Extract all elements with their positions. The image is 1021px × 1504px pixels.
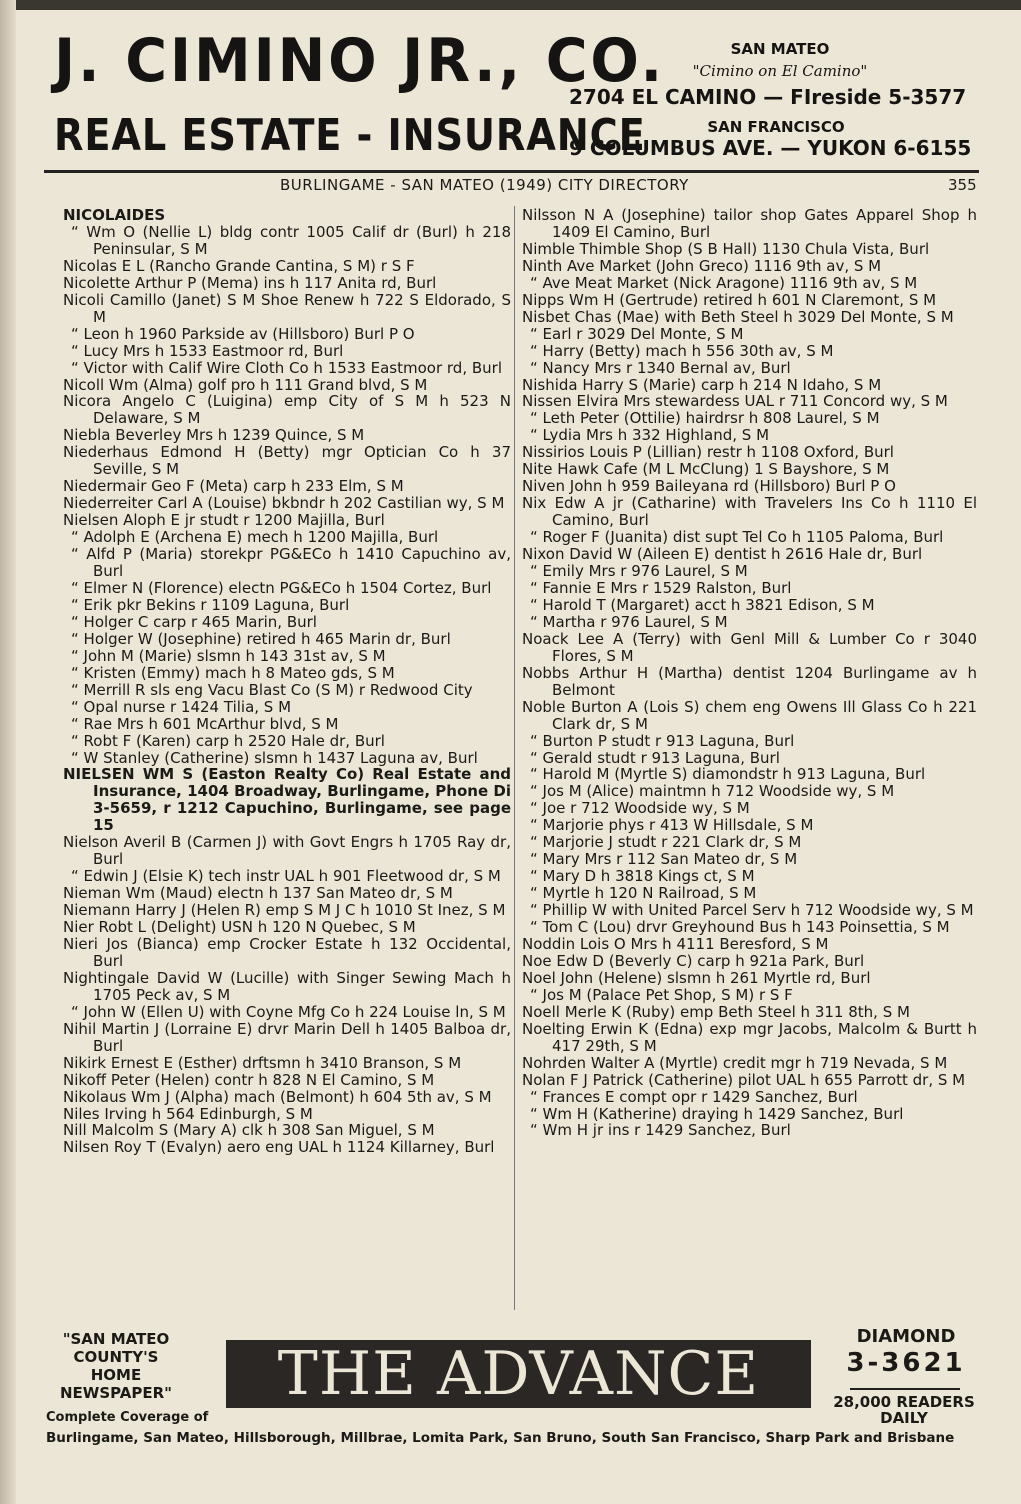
directory-column-right — [522, 207, 977, 1139]
directory-entry: “ Mary Mrs r 112 San Mateo dr, S M — [530, 850, 798, 869]
directory-entry: “ Nancy Mrs r 1340 Bernal av, Burl — [530, 358, 791, 377]
ad-slogan-line: NEWSPAPER" — [60, 1384, 172, 1402]
directory-entry: Nikoff Peter (Helen) contr h 828 N El Camino, S M — [63, 1070, 435, 1089]
directory-entry: Nightingale David W (Lucille) with Singer Sewing Mach h 1705 Peck av, S M — [63, 968, 511, 1004]
directory-entry: “ Merrill R sls eng Vacu Blast Co (S M) r Redwood City — [71, 680, 473, 699]
ad-company-name: J. CIMINO JR., CO. — [54, 26, 665, 96]
column-divider — [514, 206, 515, 1310]
directory-entry: “ Holger W (Josephine) retired h 465 Marin dr, Burl — [71, 629, 451, 648]
ad-phone-exchange: DIAMOND — [856, 1326, 956, 1347]
header-rule — [44, 170, 979, 173]
directory-entry: “ Ave Meat Market (Nick Aragone) 1116 9th av, S M — [530, 273, 918, 292]
ad-office1-city: SAN MATEO — [730, 40, 830, 58]
directory-entry: “ Burton P studt r 913 Laguna, Burl — [530, 731, 795, 750]
directory-entry: “ Wm O (Nellie L) bldg contr 1005 Calif dr (Burl) h 218 Peninsular, S M — [71, 222, 511, 258]
directory-entry: NIELSEN WM S (Easton Realty Co) Real Estate and Insurance, 1404 Broadway, Burlingame, Phone Di 3-5659, r 1212 Capuchino, Burlingame, see page 15 — [63, 765, 511, 835]
directory-entry: “ Earl r 3029 Del Monte, S M — [530, 324, 744, 343]
directory-entry: Nicora Angelo C (Luigina) emp City of S M h 523 N Delaware, S M — [63, 392, 511, 428]
directory-entry: Nohrden Walter A (Myrtle) credit mgr h 719 Nevada, S M — [522, 1053, 948, 1072]
directory-entry: Nixon David W (Aileen E) dentist h 2616 Hale dr, Burl — [522, 545, 923, 564]
newspaper-name: THE ADVANCE — [277, 1340, 760, 1408]
directory-entry: “ Frances E compt opr r 1429 Sanchez, Burl — [530, 1087, 858, 1106]
directory-entry: Noe Edw D (Beverly C) carp h 921a Park, Burl — [522, 951, 865, 970]
directory-entry: “ Leth Peter (Ottilie) hairdrsr h 808 Laurel, S M — [530, 409, 880, 428]
directory-entry: “ Rae Mrs h 601 McArthur blvd, S M — [71, 714, 339, 733]
directory-entry: “ Alfd P (Maria) storekpr PG&ECo h 1410 Capuchino av, Burl — [71, 545, 511, 581]
ad-slogan-line: HOME — [90, 1366, 142, 1384]
directory-entry: “ Adolph E (Archena E) mech h 1200 Majilla, Burl — [71, 528, 439, 547]
ad-slogan-line: "SAN MATEO — [62, 1330, 170, 1348]
directory-entry: Niedermair Geo F (Meta) carp h 233 Elm, S M — [63, 477, 404, 496]
ad-towns: Burlingame, San Mateo, Hillsborough, Millbrae, Lomita Park, San Bruno, South San Francisco, Sharp Park and Brisbane — [46, 1430, 955, 1446]
directory-entry: “ John W (Ellen U) with Coyne Mfg Co h 224 Louise ln, S M — [71, 1002, 506, 1021]
directory-entry: “ Roger F (Juanita) dist supt Tel Co h 1105 Paloma, Burl — [530, 528, 944, 547]
ad-services: REAL ESTATE - INSURANCE — [54, 110, 646, 161]
directory-entry: “ Harold T (Margaret) acct h 3821 Edison, S M — [530, 595, 875, 614]
directory-entry: “ Holger C carp r 465 Marin, Burl — [71, 612, 317, 631]
directory-entry: “ Marjorie J studt r 221 Clark dr, S M — [530, 833, 802, 852]
directory-entry: “ Kristen (Emmy) mach h 8 Mateo gds, S M — [71, 663, 395, 682]
directory-entry: “ Tom C (Lou) drvr Greyhound Bus h 143 Poinsettia, S M — [530, 918, 950, 937]
directory-entry: Nite Hawk Cafe (M L McClung) 1 S Bayshore, S M — [522, 460, 890, 479]
directory-entry: “ Robt F (Karen) carp h 2520 Hale dr, Burl — [71, 731, 385, 750]
directory-entry: Noell Merle K (Ruby) emp Beth Steel h 311 8th, S M — [522, 1002, 910, 1021]
directory-entry: “ Marjorie phys r 413 W Hillsdale, S M — [530, 816, 814, 835]
directory-entry: “ Elmer N (Florence) electn PG&ECo h 1504 Cortez, Burl — [71, 578, 492, 597]
directory-entry: “ Harold M (Myrtle S) diamondstr h 913 Laguna, Burl — [530, 765, 926, 784]
directory-entry: “ Wm H (Katherine) draying h 1429 Sanchez, Burl — [530, 1104, 904, 1123]
ad-coverage-label: Complete Coverage of — [46, 1410, 209, 1425]
directory-entry: “ Edwin J (Elsie K) tech instr UAL h 901 Fleetwood dr, S M — [71, 867, 501, 886]
directory-entry: “ Myrtle h 120 N Railroad, S M — [530, 884, 757, 903]
directory-entry: Nipps Wm H (Gertrude) retired h 601 N Claremont, S M — [522, 290, 937, 309]
directory-entry: Noble Burton A (Lois S) chem eng Owens Ill Glass Co h 221 Clark dr, S M — [522, 697, 977, 733]
ad-slogan-line: COUNTY'S — [73, 1348, 159, 1366]
page-top-edge — [0, 0, 1021, 10]
directory-entry: Nielsen Aloph E jr studt r 1200 Majilla, Burl — [63, 511, 385, 530]
directory-entry: Nolan F J Patrick (Catherine) pilot UAL h 655 Parrott dr, S M — [522, 1070, 966, 1089]
directory-entry: “ Fannie E Mrs r 1529 Ralston, Burl — [530, 578, 792, 597]
directory-entry: “ Lucy Mrs h 1533 Eastmoor rd, Burl — [71, 341, 344, 360]
directory-entry: Nobbs Arthur H (Martha) dentist 1204 Burlingame av h Belmont — [522, 663, 977, 699]
directory-entry: Nielson Averil B (Carmen J) with Govt Engrs h 1705 Ray dr, Burl — [63, 833, 511, 869]
directory-entry: “ Leon h 1960 Parkside av (Hillsboro) Burl P O — [71, 324, 415, 343]
directory-entry: Niederhaus Edmond H (Betty) mgr Optician Co h 37 Seville, S M — [63, 443, 511, 479]
directory-entry: “ Gerald studt r 913 Laguna, Burl — [530, 748, 780, 767]
directory-entry: “ Lydia Mrs h 332 Highland, S M — [530, 426, 770, 445]
directory-entry: Nisbet Chas (Mae) with Beth Steel h 3029 Del Monte, S M — [522, 307, 954, 326]
ad-office2-city: SAN FRANCISCO — [707, 118, 845, 136]
directory-entry: Niven John h 959 Baileyana rd (Hillsboro) Burl P O — [522, 477, 896, 496]
directory-entry: “ Joe r 712 Woodside wy, S M — [530, 799, 750, 818]
directory-entry: “ W Stanley (Catherine) slsmn h 1437 Laguna av, Burl — [71, 748, 478, 767]
directory-entry: Nieri Jos (Bianca) emp Crocker Estate h 132 Occidental, Burl — [63, 934, 511, 970]
directory-entry: “ Opal nurse r 1424 Tilia, S M — [71, 697, 292, 716]
directory-entry: Nicoll Wm (Alma) golf pro h 111 Grand blvd, S M — [63, 375, 428, 394]
directory-entry: Noack Lee A (Terry) with Genl Mill & Lumber Co r 3040 Flores, S M — [522, 629, 977, 665]
directory-entry: Nissen Elvira Mrs stewardess UAL r 711 Concord wy, S M — [522, 392, 948, 411]
directory-heading: NICOLAIDES — [63, 206, 166, 224]
directory-entry: Niederreiter Carl A (Louise) bkbndr h 202 Castilian wy, S M — [63, 494, 505, 513]
directory-entry: Ninth Ave Market (John Greco) 1116 9th av, S M — [522, 256, 882, 275]
page-number: 355 — [948, 176, 977, 194]
directory-entry: Nicoli Camillo (Janet) S M Shoe Renew h 722 S Eldorado, S M — [63, 290, 511, 326]
directory-entry: “ Jos M (Alice) maintmn h 712 Woodside wy, S M — [530, 782, 895, 801]
directory-entry: Nicolette Arthur P (Mema) ins h 117 Anita rd, Burl — [63, 273, 437, 292]
directory-entry: “ Victor with Calif Wire Cloth Co h 1533 Eastmoor rd, Burl — [71, 358, 502, 377]
directory-entry: Nikolaus Wm J (Alpha) mach (Belmont) h 604 5th av, S M — [63, 1087, 492, 1106]
directory-entry: Niebla Beverley Mrs h 1239 Quince, S M — [63, 426, 365, 445]
directory-title: BURLINGAME - SAN MATEO (1949) CITY DIRECTORY — [280, 176, 689, 194]
directory-entry: “ Phillip W with United Parcel Serv h 712 Woodside wy, S M — [530, 901, 974, 920]
ad-office2-address: 9 COLUMBUS AVE. — YUKON 6-6155 — [569, 136, 972, 160]
ad-readers: 28,000 READERS DAILY — [833, 1393, 975, 1427]
directory-entry: “ Erik pkr Bekins r 1109 Laguna, Burl — [71, 595, 350, 614]
directory-entry: Noddin Lois O Mrs h 4111 Beresford, S M — [522, 934, 829, 953]
directory-entry: “ Jos M (Palace Pet Shop, S M) r S F — [530, 985, 793, 1004]
directory-entry: Niemann Harry J (Helen R) emp S M J C h 1010 St Inez, S M — [63, 901, 506, 920]
directory-entry: Nilsen Roy T (Evalyn) aero eng UAL h 1124 Killarney, Burl — [63, 1138, 495, 1157]
directory-entry: Nimble Thimble Shop (S B Hall) 1130 Chula Vista, Burl — [522, 239, 930, 258]
directory-entry: Nikirk Ernest E (Esther) drftsmn h 3410 Branson, S M — [63, 1053, 462, 1072]
directory-entry: “ Mary D h 3818 Kings ct, S M — [530, 867, 755, 886]
directory-entry: Nix Edw A jr (Catharine) with Travelers Ins Co h 1110 El Camino, Burl — [522, 494, 977, 530]
directory-entry: Nill Malcolm S (Mary A) clk h 308 San Miguel, S M — [63, 1121, 435, 1140]
page-binding-edge — [0, 0, 16, 1504]
directory-entry: Nicolas E L (Rancho Grande Cantina, S M) r S F — [63, 256, 415, 275]
ad-office1-quote: "Cimino on El Camino" — [692, 62, 868, 80]
directory-entry: “ Wm H jr ins r 1429 Sanchez, Burl — [530, 1121, 791, 1140]
ad-office1-address: 2704 EL CAMINO — FIreside 5-3577 — [569, 85, 967, 109]
directory-entry: Nissirios Louis P (Lillian) restr h 1108 Oxford, Burl — [522, 443, 894, 462]
directory-column-left — [63, 207, 511, 1156]
directory-entry: “ Martha r 976 Laurel, S M — [530, 612, 728, 631]
directory-entry: “ John M (Marie) slsmn h 143 31st av, S M — [71, 646, 386, 665]
directory-entry: Nieman Wm (Maud) electn h 137 San Mateo dr, S M — [63, 884, 453, 903]
directory-entry: Noelting Erwin K (Edna) exp mgr Jacobs, Malcolm & Burtt h 417 29th, S M — [522, 1019, 977, 1055]
directory-entry: Niles Irving h 564 Edinburgh, S M — [63, 1104, 313, 1123]
directory-entry: Noel John (Helene) slsmn h 261 Myrtle rd, Burl — [522, 968, 871, 987]
directory-entry: “ Emily Mrs r 976 Laurel, S M — [530, 562, 748, 581]
ad-divider — [850, 1388, 960, 1390]
directory-entry: “ Harry (Betty) mach h 556 30th av, S M — [530, 341, 834, 360]
directory-entry: Nier Robt L (Delight) USN h 120 N Quebec, S M — [63, 918, 416, 937]
directory-entry: Nishida Harry S (Marie) carp h 214 N Idaho, S M — [522, 375, 882, 394]
directory-entry: Nihil Martin J (Lorraine E) drvr Marin Dell h 1405 Balboa dr, Burl — [63, 1019, 511, 1055]
ad-phone-number: 3-3621 — [846, 1348, 966, 1378]
directory-entry: Nilsson N A (Josephine) tailor shop Gates Apparel Shop h 1409 El Camino, Burl — [522, 206, 977, 241]
ad-slogan — [50, 1330, 182, 1402]
